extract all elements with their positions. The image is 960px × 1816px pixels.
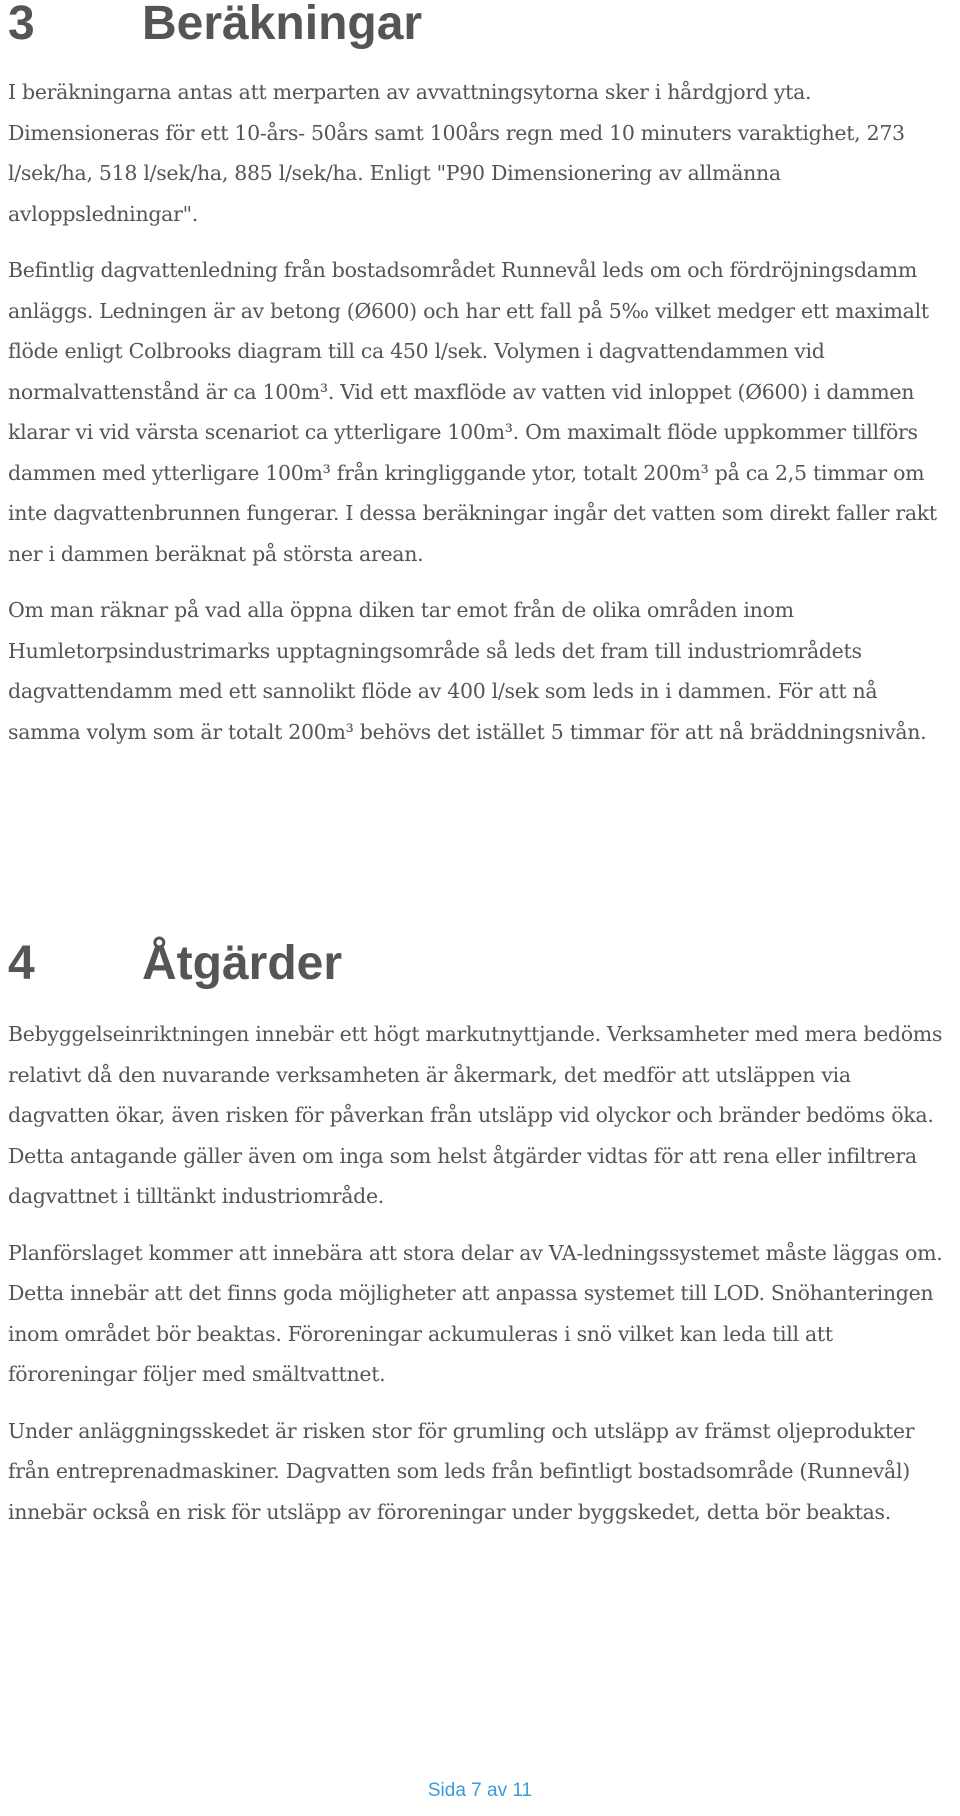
section-title: Åtgärder bbox=[142, 937, 343, 990]
section-body-3 bbox=[8, 72, 953, 768]
paragraph: I beräkningarna antas att merparten av avvattningsytorna sker i hårdgjord yta. Dimensioneras för ett 10-års- 50års samt 100års regn med 10 minuters varaktighet, 273 l/sek/ha, 518 l/sek/ha, 885 l/sek/ha. Enligt "P90 Dimensionering av allmänna avloppsledningar". bbox=[8, 80, 905, 226]
section-number: 3 bbox=[8, 0, 35, 50]
section-heading-3 bbox=[8, 0, 422, 48]
paragraph: Bebyggelseinriktningen innebär ett högt markutnyttjande. Verksamheter med mera bedöms relativt då den nuvarande verksamheten är åkermark, det medför att utsläppen via dagvatten ökar, även risken för påverkan från utsläpp vid olyckor och bränder bedöms öka. Detta antagande gäller även om inga som helst åtgärder vidtas för att rena eller infiltrera dagvattnet i tilltänkt industriområde. bbox=[8, 1022, 943, 1208]
paragraph: Planförslaget kommer att innebära att stora delar av VA-ledningssystemet måste läggas om. Detta innebär att det finns goda möjligheter att anpassa systemet till LOD. Snöhanteringen inom området bör beaktas. Föroreningar ackumuleras i snö vilket kan leda till att föroreningar följer med smältvattnet. bbox=[8, 1240, 943, 1386]
paragraph: Om man räknar på vad alla öppna diken tar emot från de olika områden inom Humletorpsindustrimarks upptagningsområde så leds det fram till industriområdets dagvattendamm med ett sannolikt flöde av 400 l/sek som leds in i dammen. För att nå samma volym som är totalt 200m³ behövs det istället 5 timmar för att nå bräddningsnivån. bbox=[8, 598, 927, 744]
paragraph: Under anläggningsskedet är risken stor för grumling och utsläpp av främst oljeprodukter från entreprenadmaskiner. Dagvatten som leds från befintligt bostadsområde (Runnevål) innebär också en risk för utsläpp av föroreningar under byggskedet, detta bör beaktas. bbox=[8, 1418, 915, 1524]
section-body-4 bbox=[8, 1014, 953, 1548]
paragraph: Befintlig dagvattenledning från bostadsområdet Runnevål leds om och fördröjningsdamm anläggs. Ledningen är av betong (Ø600) och har ett fall på 5‰ vilket medger ett maximalt flöde enligt Colbrooks diagram till ca 450 l/sek. Volymen i dagvattendammen vid normalvattenstånd är ca 100m³. Vid ett maxflöde av vatten vid inloppet (Ø600) i dammen klarar vi vid värsta scenariot ca ytterligare 100m³. Om maximalt flöde uppkommer tillförs dammen med ytterligare 100m³ från kringliggande ytor, totalt 200m³ på ca 2,5 timmar om inte dagvattenbrunnen fungerar. I dessa beräkningar ingår det vatten som direkt faller rakt ner i dammen beräknat på största arean. bbox=[8, 258, 937, 566]
page-number-footer: Sida 7 av 11 bbox=[427, 1780, 533, 1801]
section-number: 4 bbox=[8, 937, 35, 990]
section-title: Beräkningar bbox=[142, 0, 423, 50]
section-heading-4 bbox=[8, 937, 343, 990]
